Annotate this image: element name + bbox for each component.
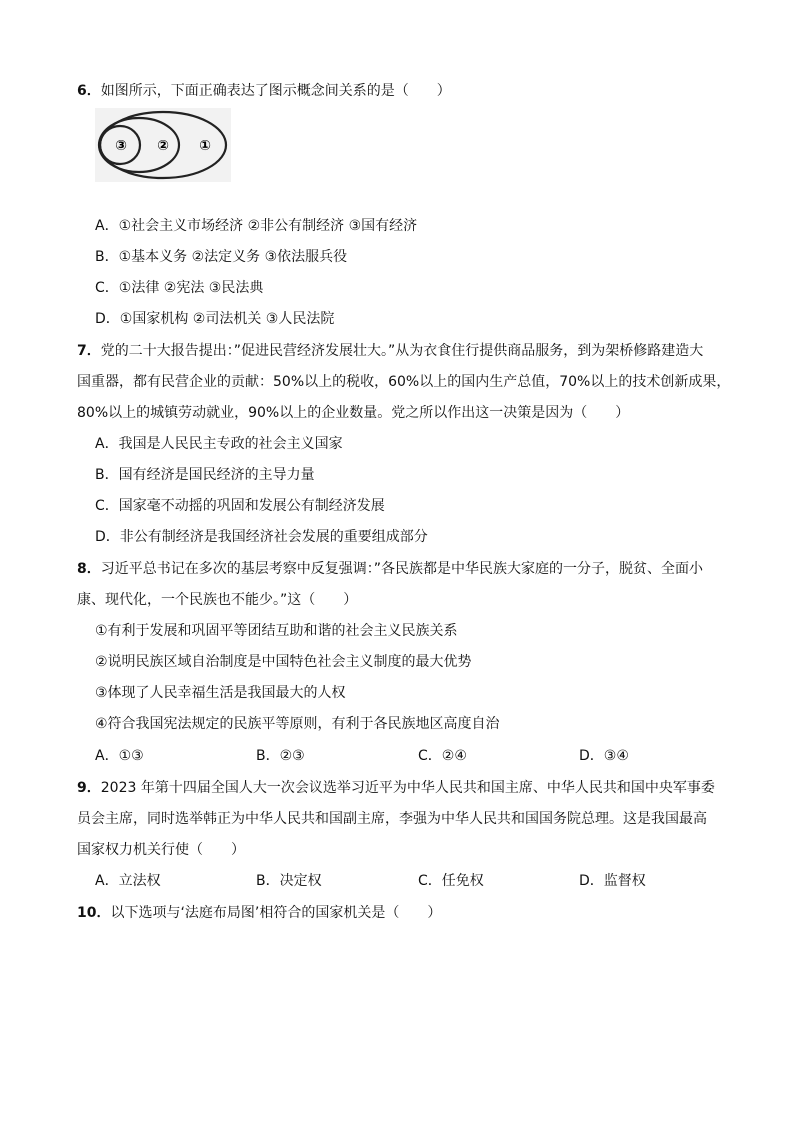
question-8-line-2: 康、现代化，一个民族也不能少。”这（ ）	[77, 592, 358, 608]
question-8-options	[95, 746, 755, 766]
nested-circles-svg	[95, 108, 231, 182]
question-7-option-d: D．非公有制经济是我国经济社会发展的重要组成部分	[95, 529, 428, 545]
question-8-line-1	[77, 559, 757, 579]
middle-label: ②	[157, 138, 169, 154]
question-6-option-d: D．①国家机构 ②司法机关 ③人民法院	[95, 311, 335, 327]
inner-label: ③	[115, 138, 127, 154]
question-6-number: 6．	[77, 83, 101, 99]
question-7-line-3: 80%以上的城镇劳动就业，90%以上的企业数量。党之所以作出这一决策是因为（ ）	[77, 405, 630, 421]
nested-circles-figure	[95, 108, 231, 182]
question-7-line-1	[77, 341, 757, 361]
question-9-option-d: D．监督权	[579, 873, 646, 889]
question-6-option-a: A．①社会主义市场经济 ②非公有制经济 ③国有经济	[95, 218, 418, 234]
question-8-text-1: 习近平总书记在多次的基层考察中反复强调：”各民族都是中华民族大家庭的一分子，脱贫、全面小	[100, 561, 704, 577]
question-8-statement-1: ①有利于发展和巩固平等团结互助和谐的社会主义民族关系	[95, 623, 458, 639]
question-9-text-1: 2023 年第十四届全国人大一次会议选举习近平为中华人民共和国主席、中华人民共和国中央军事委	[100, 780, 715, 796]
question-9-options	[95, 871, 755, 891]
question-10-number: 10．	[77, 905, 111, 921]
question-8-number: 8．	[77, 561, 101, 577]
question-9-number: 9．	[77, 780, 101, 796]
question-7-line-2: 国重器，都有民营企业的贡献：50%以上的税收，60%以上的国内生产总值，70%以上的技术创新成果，	[77, 374, 731, 390]
question-9-option-c: C．任免权	[418, 873, 484, 889]
question-10-stem	[77, 903, 757, 923]
question-7-option-a: A．我国是人民民主专政的社会主义国家	[95, 436, 343, 452]
question-9-option-b: B．决定权	[256, 873, 322, 889]
question-9-line-1	[77, 778, 757, 798]
question-8-statement-4: ④符合我国宪法规定的民族平等原则，有利于各民族地区高度自治	[95, 716, 500, 732]
question-6-option-b: B．①基本义务 ②法定义务 ③依法服兵役	[95, 249, 348, 265]
question-7-option-b: B．国有经济是国民经济的主导力量	[95, 467, 315, 483]
question-8-option-d: D．③④	[579, 748, 629, 764]
question-8-statement-2: ②说明民族区域自治制度是中国特色社会主义制度的最大优势	[95, 654, 472, 670]
question-6-option-c: C．①法律 ②宪法 ③民法典	[95, 280, 264, 296]
question-9-line-3: 国家权力机关行使（ ）	[77, 842, 245, 858]
question-8-statement-3: ③体现了人民幸福生活是我国最大的人权	[95, 685, 346, 701]
question-10-text: 以下选项与‘法庭布局图’相符合的国家机关是（ ）	[110, 905, 442, 921]
question-9-option-a: A．立法权	[95, 873, 161, 889]
question-7-text-1: 党的二十大报告提出：”促进民营经济发展壮大。”从为衣食住行提供商品服务，到为架桥修路建造大	[100, 343, 704, 359]
question-9-line-2: 员会主席，同时选举韩正为中华人民共和国副主席，李强为中华人民共和国国务院总理。这是我国最高	[77, 811, 707, 827]
question-8-option-b: B．②③	[256, 748, 305, 764]
question-8-option-a: A．①③	[95, 748, 144, 764]
outer-label: ①	[199, 138, 211, 154]
question-7-number: 7．	[77, 343, 101, 359]
question-6-text: 如图所示，下面正确表达了图示概念间关系的是（ ）	[100, 83, 451, 99]
question-6-stem	[77, 81, 757, 101]
question-8-option-c: C．②④	[418, 748, 467, 764]
question-7-option-c: C．国家毫不动摇的巩固和发展公有制经济发展	[95, 498, 385, 514]
